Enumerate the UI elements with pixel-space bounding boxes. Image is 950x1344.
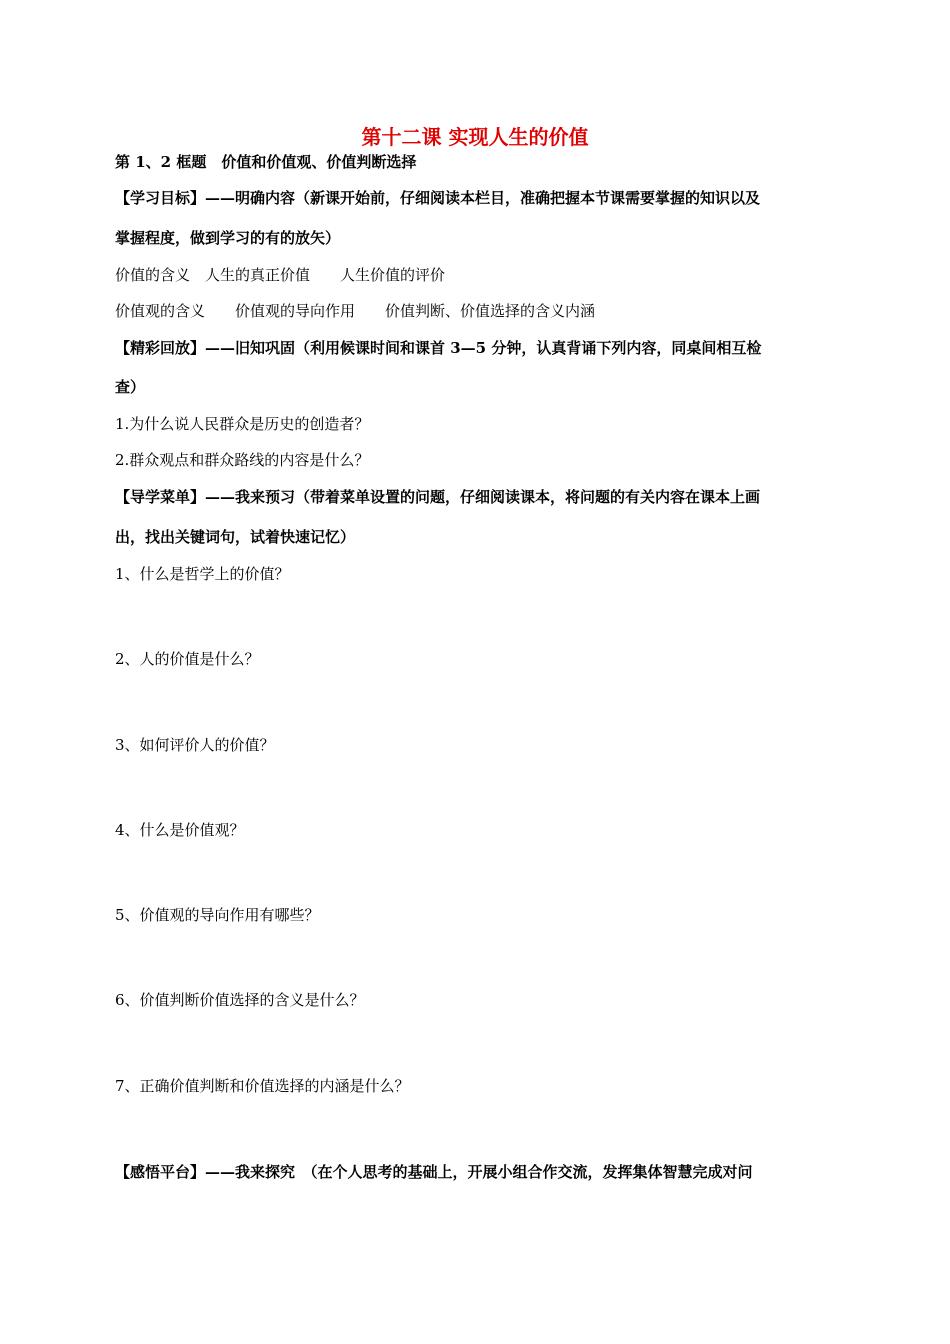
menu-question-4: 4、什么是价值观？ — [115, 821, 245, 839]
menu-question-2: 2、人的价值是什么？ — [115, 650, 260, 668]
section-subtitle: 第 1、2 框题 价值和价值观、价值判断选择 — [115, 153, 417, 171]
objectives-heading-cont: 掌握程度，做到学习的有的放矢） — [115, 229, 341, 247]
review-question-1: 1.为什么说人民群众是历史的创造者？ — [115, 415, 370, 433]
lesson-title: 第十二课 实现人生的价值 — [361, 125, 589, 149]
menu-heading-cont: 出，找出关键词句，试着快速记忆） — [115, 528, 356, 546]
menu-question-7: 7、正确价值判断和价值选择的内涵是什么？ — [115, 1077, 410, 1095]
objectives-heading: 【学习目标】——明确内容（新课开始前，仔细阅读本栏目，准确把握本节课需要掌握的知识以及 — [115, 189, 761, 207]
review-heading: 【精彩回放】——旧知巩固（利用候课时间和课首 3—5 分钟，认真背诵下列内容，同桌间相互检 — [115, 339, 762, 357]
menu-question-5: 5、价值观的导向作用有哪些？ — [115, 906, 320, 924]
objectives-row-1: 价值的含义 人生的真正价值 人生价值的评价 — [115, 266, 446, 284]
menu-question-6: 6、价值判断价值选择的含义是什么？ — [115, 991, 365, 1009]
objectives-row-2: 价值观的含义 价值观的导向作用 价值判断、价值选择的含义内涵 — [115, 302, 596, 320]
menu-heading: 【导学菜单】——我来预习（带着菜单设置的问题，仔细阅读课本，将问题的有关内容在课本上画 — [115, 488, 761, 506]
review-question-2: 2.群众观点和群众路线的内容是什么？ — [115, 451, 370, 469]
platform-heading: 【感悟平台】——我来探究 （在个人思考的基础上，开展小组合作交流，发挥集体智慧完成对问 — [115, 1163, 753, 1181]
menu-question-3: 3、如何评价人的价值？ — [115, 736, 275, 754]
review-heading-cont: 查） — [115, 378, 146, 396]
menu-question-1: 1、什么是哲学上的价值？ — [115, 565, 290, 583]
